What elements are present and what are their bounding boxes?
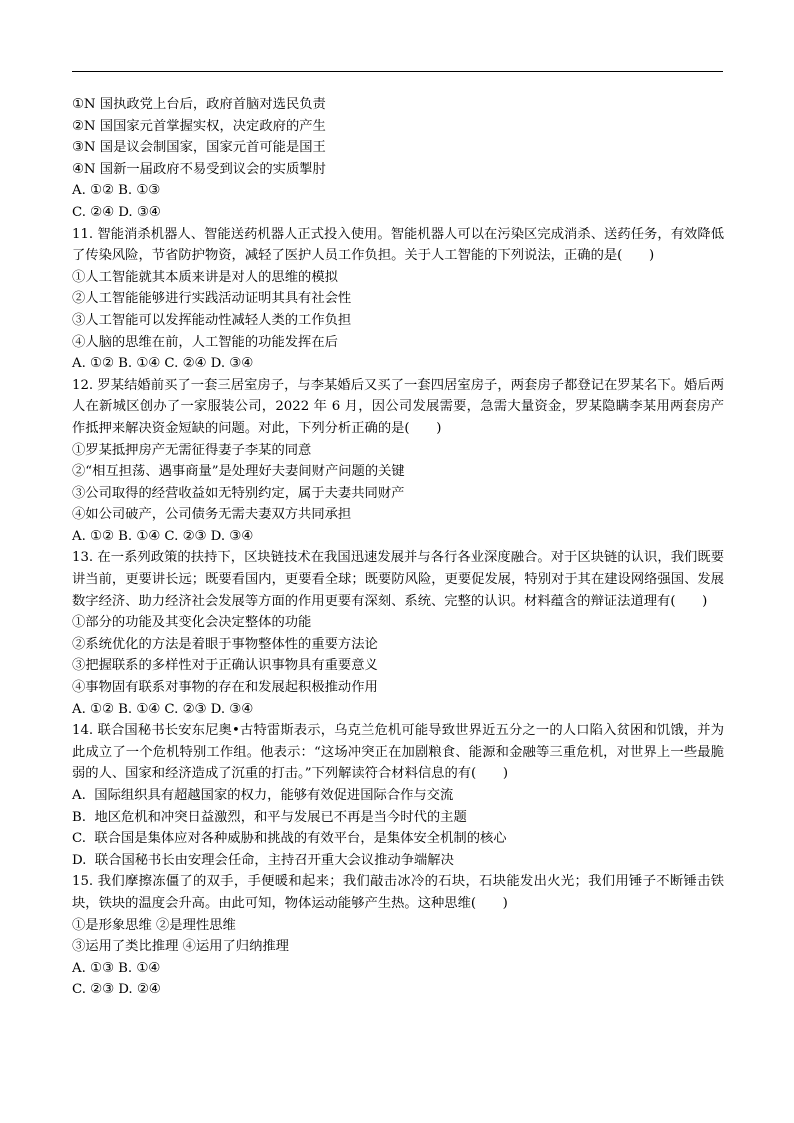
option-line: ①人工智能就其本质来讲是对人的思维的模拟 <box>72 269 338 285</box>
question-stem: 15. 我们摩擦冻僵了的双手，手便暖和起来；我们敲击冰冷的石块，石块能发出火光；我们用锤子不断锤击铁块，铁块的温度会升高。由此可知，物体运动能够产生热。这种思维( ) <box>72 874 724 911</box>
answer-choices: A. ①② B. ①③ <box>72 183 161 199</box>
option-line: ①部分的功能及其变化会决定整体的功能 <box>72 615 312 631</box>
question-stem: 13. 在一系列政策的扶持下，区块链技术在我国迅速发展并与各行各业深度融合。对于区块链的认识，我们既要讲当前，更要讲长远；既要看国内，更要看全球；既要防风险，更要促发展，特别对于其在建设网络强国、发展数字经济、助力经济社会发展等方面的作用更要有深刻、系统、完整的认识。材料蕴含的辩证法道理有( ) <box>72 550 724 609</box>
question-stem: 14. 联合国秘书长安东尼奥•古特雷斯表示，乌克兰危机可能导致世界近五分之一的人口陷入贫困和饥饿，并为此成立了一个危机特别工作组。他表示：“这场冲突正在加剧粮食、能源和金融等三重危机，对世界上一些最脆弱的人、国家和经济造成了沉重的打击。”下列解读符合材料信息的有( ) <box>72 723 724 782</box>
option-line: ④如公司破产，公司债务无需夫妻双方共同承担 <box>72 507 352 523</box>
answer-choices: A. ①② B. ①④ C. ②③ D. ③④ <box>72 528 254 544</box>
option-line: ①是形象思维 ②是理性思维 <box>72 917 236 933</box>
option-line: ②人工智能能够进行实践活动证明其具有社会性 <box>72 291 352 307</box>
option-line: D. 联合国秘书长由安理会任命，主持召开重大会议推动争端解决 <box>72 852 454 868</box>
option-line: ④人脑的思维在前，人工智能的功能发挥在后 <box>72 334 338 350</box>
option-line: C. 联合国是集体应对各种威胁和挑战的有效平台，是集体安全机制的核心 <box>72 831 507 847</box>
question-stem: 12. 罗某结婚前买了一套三居室房子，与李某婚后又买了一套四居室房子，两套房子都登记在罗某名下。婚后两人在新城区创办了一家服装公司，2022 年 6 月，因公司发展需要，急需大量资金，罗某隐瞒李某用两套房产作抵押来解决资金短缺的问题。对此，下列分析正确的是( ) <box>72 377 724 436</box>
question-13 <box>72 547 724 720</box>
header-rule <box>72 71 723 72</box>
option-line: ①N 国执政党上台后，政府首脑对选民负责 <box>72 97 326 112</box>
answer-choices: A. ①② B. ①④ C. ②③ D. ③④ <box>72 701 254 717</box>
option-line: ①罗某抵押房产无需征得妻子李某的同意 <box>72 442 312 458</box>
option-line: ③运用了类比推理 ④运用了归纳推理 <box>72 939 289 955</box>
option-line: ②系统优化的方法是着眼于事物整体性的重要方法论 <box>72 636 378 652</box>
question-10-tail <box>72 94 724 224</box>
option-line: ②“相互担荡、遇事商量”是处理好夫妻间财产问题的关键 <box>72 464 405 480</box>
answer-choices: A. ①② B. ①④ C. ②④ D. ③④ <box>72 356 254 372</box>
option-line: ④N 国新一届政府不易受到议会的实质掣肘 <box>72 161 326 177</box>
answer-choices: C. ②④ D. ③④ <box>72 204 161 220</box>
option-line: ④事物固有联系对事物的存在和发展起积极推动作用 <box>72 680 378 696</box>
answer-choices: C. ②③ D. ②④ <box>72 982 161 998</box>
option-line: ③人工智能可以发挥能动性减轻人类的工作负担 <box>72 312 352 328</box>
question-15 <box>72 871 724 1001</box>
page-body <box>72 94 724 1001</box>
answer-choices: A. ①③ B. ①④ <box>72 960 161 976</box>
question-stem: 11. 智能消杀机器人、智能送药机器人正式投入使用。智能机器人可以在污染区完成消杀、送药任务，有效降低了传染风险，节省防护物资，减轻了医护人员工作负担。关于人工智能的下列说法，正确的是( ) <box>72 226 724 264</box>
option-line: A. 国际组织具有超越国家的权力，能够有效促进国际合作与交流 <box>72 788 454 803</box>
option-line: ③把握联系的多样性对于正确认识事物具有重要意义 <box>72 658 378 674</box>
option-line: ②N 国国家元首掌握实权，决定政府的产生 <box>72 118 326 134</box>
option-line: ③公司取得的经营收益如无特别约定，属于夫妻共同财产 <box>72 485 405 501</box>
option-line: B. 地区危机和冲突日益激烈，和平与发展已不再是当今时代的主题 <box>72 809 467 825</box>
question-11 <box>72 224 724 375</box>
question-14 <box>72 720 724 871</box>
question-12 <box>72 375 724 548</box>
option-line: ③N 国是议会制国家，国家元首可能是国王 <box>72 140 326 156</box>
